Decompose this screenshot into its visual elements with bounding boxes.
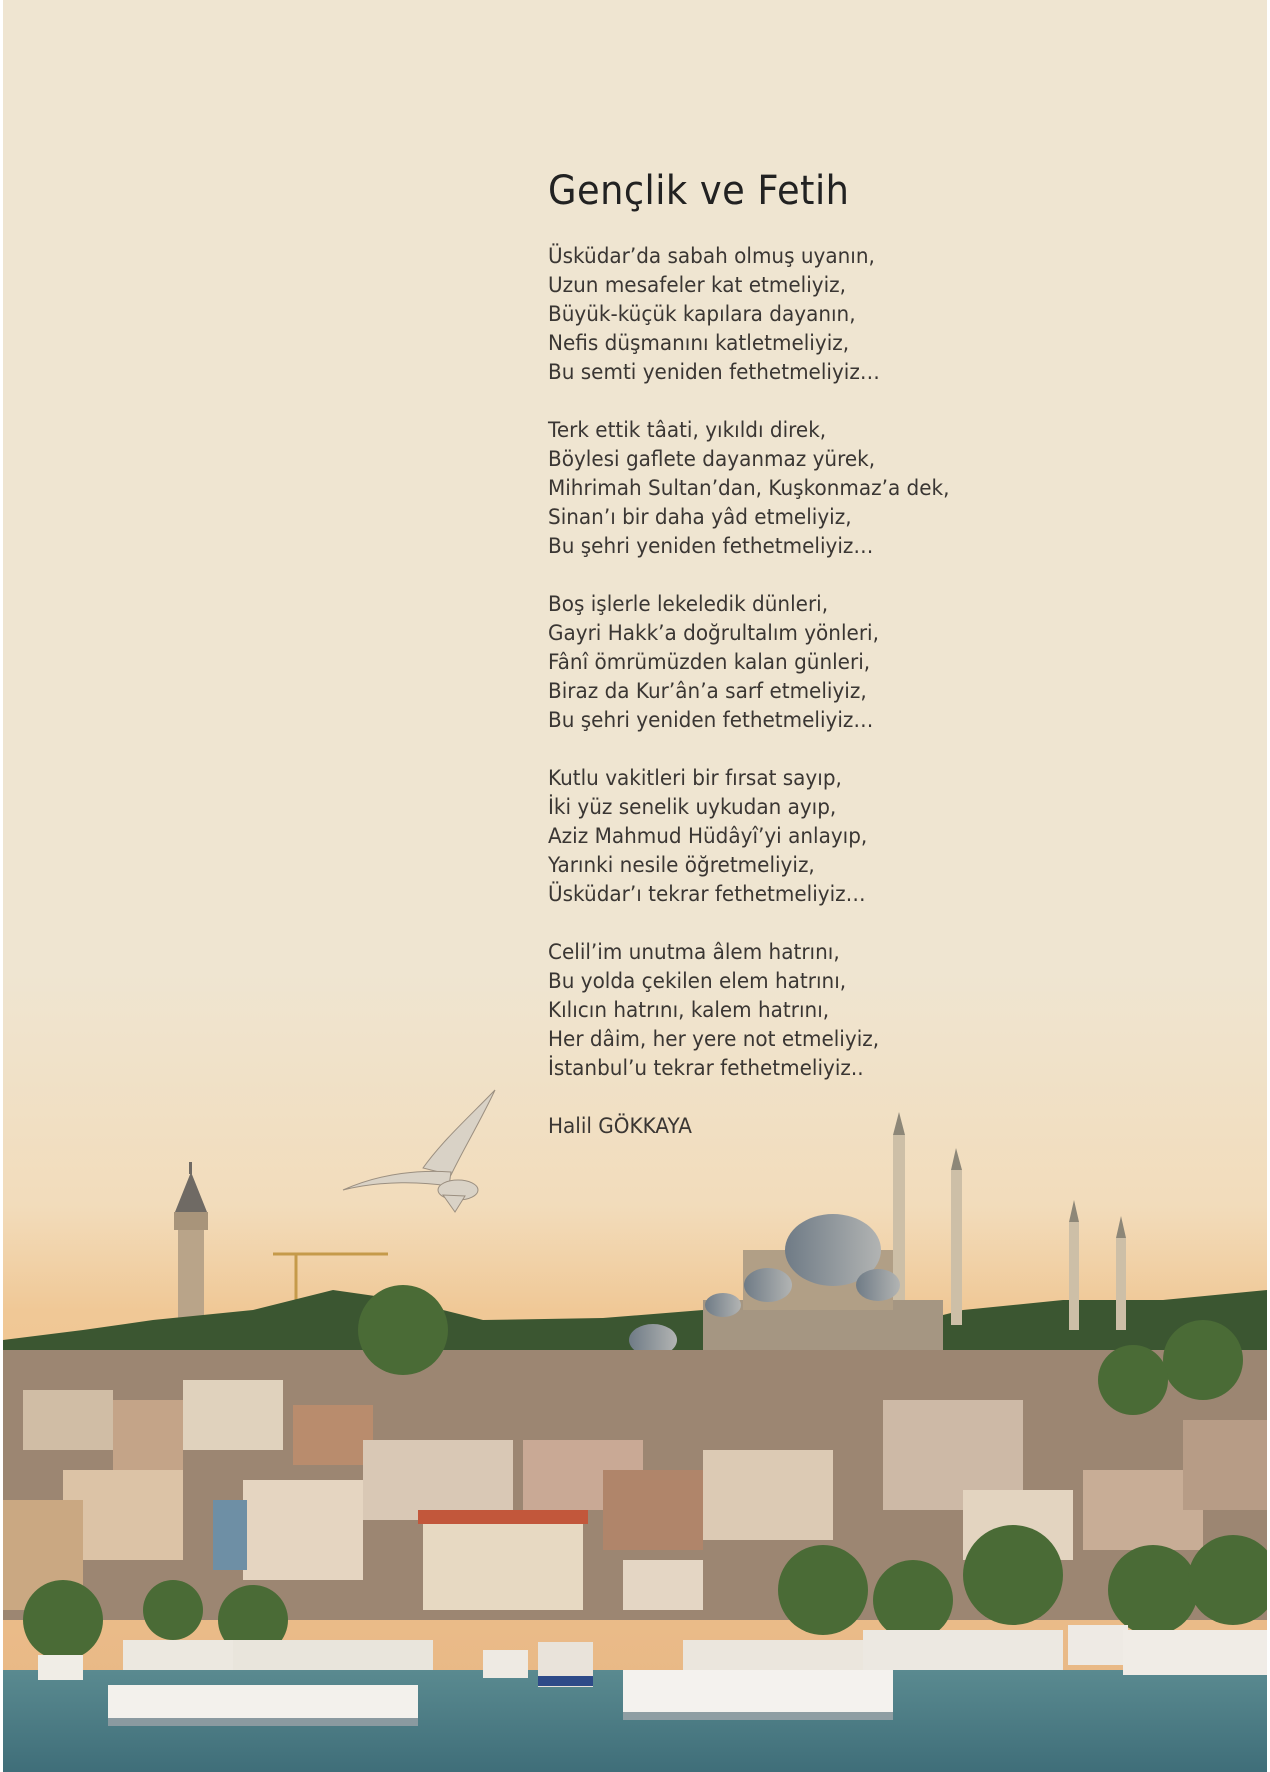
poem-line: Boş işlerle lekeledik dünleri, [548,592,829,617]
poem-line: Yarınki nesile öğretmeliyiz, [548,853,815,878]
poem-title: Gençlik ve Fetih [548,168,850,214]
poem-line: Sinan’ı bir daha yâd etmeliyiz, [548,505,852,530]
stanza-2 [548,416,1068,561]
poem-line: Mihrimah Sultan’dan, Kuşkonmaz’a dek, [548,476,950,501]
poem-line: Aziz Mahmud Hüdâyî’yi anlayıp, [548,824,868,849]
poem-line: Nefis düşmanını katletmeliyiz, [548,331,850,356]
poem-block [548,168,1068,1141]
poem-line: Kılıcın hatrını, kalem hatrını, [548,998,830,1023]
stanza-4 [548,764,1068,909]
poem-line: İki yüz senelik uykudan ayıp, [548,795,837,820]
poem-line: Üsküdar’ı tekrar fethetmeliyiz… [548,882,866,907]
city-buildings [3,1350,1267,1620]
poem-line: Uzun mesafeler kat etmeliyiz, [548,273,847,298]
stanza-3 [548,590,1068,735]
poem-line: Bu şehri yeniden fethetmeliyiz… [548,534,874,559]
poem-line: İstanbul’u tekrar fethetmeliyiz.. [548,1056,864,1081]
poem-line: Her dâim, her yere not etmeliyiz, [548,1027,880,1052]
poem-author: Halil GÖKKAYA [548,1114,692,1139]
poem-line: Biraz da Kur’ân’a sarf etmeliyiz, [548,679,867,704]
poem-line: Gayri Hakk’a doğrultalım yönleri, [548,621,879,646]
poem-line: Böylesi gaflete dayanmaz yürek, [548,447,876,472]
poem-line: Terk ettik tâati, yıkıldı direk, [548,418,827,443]
poem-line: Üsküdar’da sabah olmuş uyanın, [548,244,875,269]
stanza-5 [548,938,1068,1083]
poem-line: Kutlu vakitleri bir fırsat sayıp, [548,766,842,791]
poem-line: Bu semti yeniden fethetmeliyiz… [548,360,880,385]
poem-line: Büyük-küçük kapılara dayanın, [548,302,856,327]
poem-page [3,0,1267,1772]
poem-line: Celil’im unutma âlem hatrını, [548,940,840,965]
poem-line: Bu yolda çekilen elem hatrını, [548,969,847,994]
poem-line: Bu şehri yeniden fethetmeliyiz… [548,708,874,733]
poem-line: Fânî ömrümüzden kalan günleri, [548,650,871,675]
stanza-1 [548,242,1068,387]
